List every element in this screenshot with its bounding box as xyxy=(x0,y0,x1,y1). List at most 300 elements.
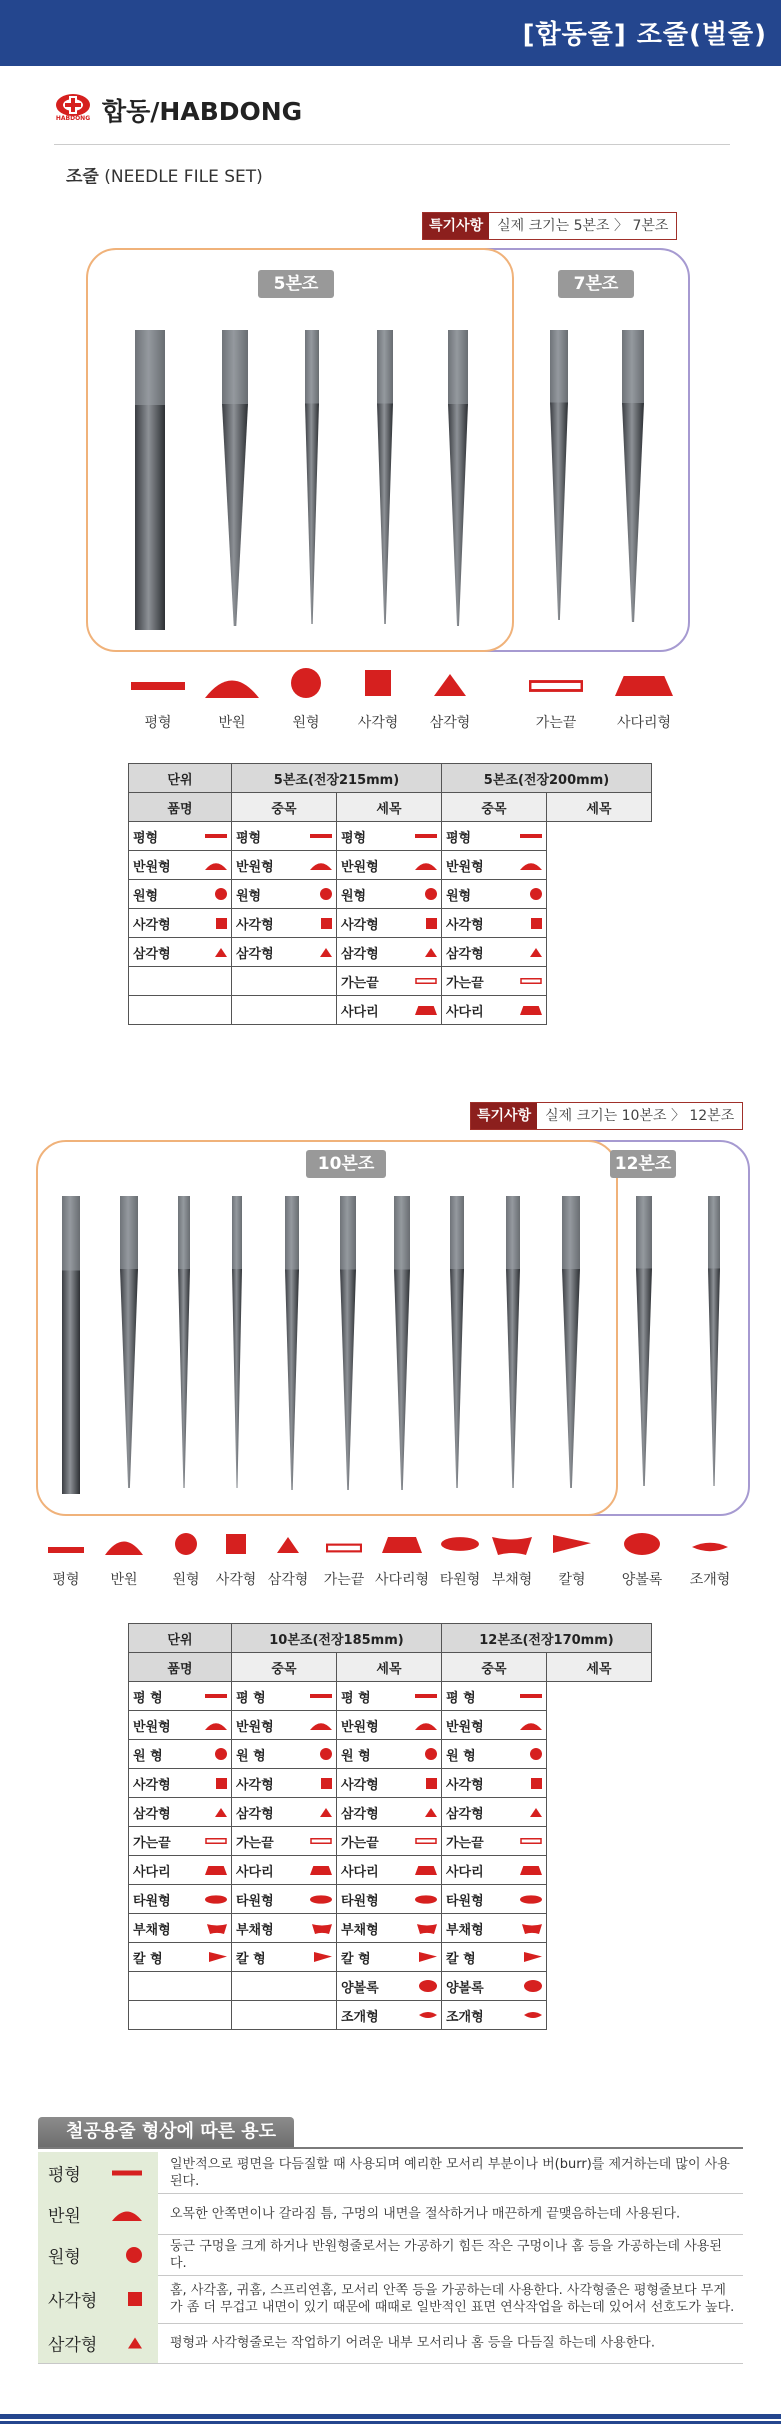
cell-label: 가는끝 xyxy=(340,975,379,991)
fan-icon xyxy=(207,1923,227,1934)
cell-label: 평 형 xyxy=(445,1690,476,1706)
needle-file-image xyxy=(285,1196,299,1490)
shape-label: 조개형 xyxy=(689,1572,731,1588)
note-box-1 xyxy=(422,212,677,240)
needle-file-image xyxy=(62,1196,80,1494)
table-cell xyxy=(231,1682,336,1711)
square-icon xyxy=(216,1778,227,1789)
needle-file-image xyxy=(562,1196,580,1488)
hollow-rect-icon xyxy=(205,1837,227,1845)
group-label-5: 5본조 xyxy=(258,270,334,298)
triangle-icon xyxy=(434,674,466,696)
half-round-icon xyxy=(112,2207,142,2221)
trapezoid-icon xyxy=(415,1006,437,1015)
cell-label: 반원형 xyxy=(133,859,171,875)
table-group-a: 5본조(전장215mm) xyxy=(231,764,441,793)
cell-label: 사다리 xyxy=(340,1004,379,1020)
rect-flat-icon xyxy=(415,1692,437,1700)
half-round-icon xyxy=(415,860,437,870)
table-cell xyxy=(441,996,546,1025)
cell-label: 가는끝 xyxy=(340,1835,379,1851)
table-cell xyxy=(231,1914,336,1943)
usage-description: 둥근 구멍을 크게 하거나 반원형줄로서는 가공하기 힘든 작은 구멍이나 홈 등을 가공하는데 사용된다. xyxy=(170,2238,722,2271)
cell-label: 부채형 xyxy=(235,1922,274,1938)
usage-name: 사각형 xyxy=(48,2291,98,2312)
cell-label: 사다리 xyxy=(340,1864,379,1880)
logo-caption: HABDONG xyxy=(55,115,91,122)
table-cell xyxy=(441,1740,546,1769)
cell-label: 사각형 xyxy=(133,917,171,933)
cell-label: 사각형 xyxy=(133,1777,171,1793)
table-cell xyxy=(231,1885,336,1914)
table-sub-mid: 중목 xyxy=(441,1653,546,1682)
needle-file-image xyxy=(450,1196,464,1488)
usage-row xyxy=(38,2234,743,2276)
table-cell xyxy=(441,822,546,851)
table-cell xyxy=(336,1798,441,1827)
cell-label: 가는끝 xyxy=(445,1835,484,1851)
square-icon xyxy=(321,1778,332,1789)
table-row xyxy=(129,1711,652,1740)
knife-icon xyxy=(419,1952,437,1962)
shape-label: 반원 xyxy=(218,715,246,731)
rect-flat-icon xyxy=(205,1692,227,1700)
cell-label: 평형 xyxy=(340,830,367,846)
square-icon xyxy=(216,918,227,929)
cell-label: 원형 xyxy=(445,888,472,904)
cell-label: 사각형 xyxy=(235,917,274,933)
table-cell xyxy=(336,1972,441,2001)
trapezoid-icon xyxy=(415,1866,437,1875)
table-cell xyxy=(336,996,441,1025)
cell-label: 가는끝 xyxy=(235,1835,274,1851)
shell-icon xyxy=(419,2010,437,2020)
table-row xyxy=(129,1682,652,1711)
table-sub-mid: 중목 xyxy=(231,1653,336,1682)
table-cell xyxy=(441,1798,546,1827)
cell-label: 칼 형 xyxy=(445,1951,476,1967)
table-cell xyxy=(231,1711,336,1740)
table-cell xyxy=(231,851,336,880)
cell-label: 타원형 xyxy=(235,1893,274,1909)
table-cell xyxy=(441,851,546,880)
cell-label: 타원형 xyxy=(133,1893,171,1909)
usage-name: 원형 xyxy=(48,2247,81,2267)
usage-category xyxy=(38,2323,158,2363)
table-cell xyxy=(441,1914,546,1943)
cell-label: 평 형 xyxy=(340,1690,371,1706)
circle-icon xyxy=(215,1748,227,1760)
cell-label: 사다리 xyxy=(445,1864,484,1880)
oval-icon xyxy=(520,1894,542,1905)
table-cell xyxy=(231,1798,336,1827)
table-cell xyxy=(336,822,441,851)
cell-label: 사다리 xyxy=(235,1864,274,1880)
cell-label: 사다리 xyxy=(133,1864,171,1880)
usage-category xyxy=(38,2234,158,2275)
usage-row xyxy=(38,2152,743,2194)
cell-label: 원형 xyxy=(340,888,367,904)
square-icon xyxy=(426,1778,437,1789)
square-icon xyxy=(426,918,437,929)
footer-bar-thin xyxy=(0,2421,781,2424)
table-row-label: 품명 xyxy=(129,793,232,822)
shape-legend-item xyxy=(226,1534,246,1558)
knife-icon xyxy=(209,1952,227,1962)
cell-label: 반원형 xyxy=(445,1719,484,1735)
cell-label: 사각형 xyxy=(235,1777,274,1793)
needle-file-image xyxy=(448,330,468,626)
shape-label: 양볼록 xyxy=(621,1572,663,1588)
cell-label: 사각형 xyxy=(445,1777,484,1793)
shape-label: 삼각형 xyxy=(267,1572,309,1588)
subtitle-rest: (NEEDLE FILE SET) xyxy=(104,167,263,187)
table-cell xyxy=(129,1740,232,1769)
knife-icon xyxy=(524,1952,542,1962)
needle-file-image xyxy=(232,1196,242,1488)
table-cell xyxy=(129,1856,232,1885)
table-cell xyxy=(441,1943,546,1972)
table-cell xyxy=(336,1856,441,1885)
table-row xyxy=(129,1798,652,1827)
circle-icon xyxy=(126,2247,142,2263)
brand-name: 합동/HABDONG xyxy=(102,97,303,126)
table-cell xyxy=(129,1885,232,1914)
note-box-2 xyxy=(470,1102,743,1130)
table-unit-header: 단위 xyxy=(129,764,232,793)
knife-icon xyxy=(314,1952,332,1962)
needle-file-image xyxy=(550,330,568,620)
triangle-icon xyxy=(128,2338,142,2349)
needle-file-image xyxy=(222,330,248,626)
needle-file-image xyxy=(708,1196,720,1486)
table-cell xyxy=(129,1682,232,1711)
fan-icon xyxy=(312,1923,332,1934)
table-cell xyxy=(129,938,232,967)
table-cell xyxy=(129,1914,232,1943)
cell-label: 원 형 xyxy=(235,1748,266,1764)
table-cell xyxy=(231,996,336,1025)
cell-label: 삼각형 xyxy=(235,946,274,962)
needle-file-image xyxy=(135,330,165,630)
cell-label: 부채형 xyxy=(133,1922,171,1938)
circle-icon xyxy=(320,1748,332,1760)
knife-icon xyxy=(553,1535,591,1553)
shape-label: 사각형 xyxy=(215,1572,257,1588)
table-row xyxy=(129,996,652,1025)
table-cell xyxy=(336,1914,441,1943)
half-round-icon xyxy=(205,672,259,698)
table-cell xyxy=(231,1827,336,1856)
shape-legend-item xyxy=(553,1535,591,1557)
table-cell xyxy=(336,1885,441,1914)
table-cell xyxy=(441,1856,546,1885)
rect-flat-icon xyxy=(131,678,185,694)
table-cell xyxy=(129,1711,232,1740)
cell-label: 반원형 xyxy=(340,859,379,875)
table-row xyxy=(129,967,652,996)
table-cell xyxy=(129,851,232,880)
cell-label: 조개형 xyxy=(445,2009,484,2025)
group-label-10: 10본조 xyxy=(306,1150,386,1178)
note-tag: 특기사항 xyxy=(471,1103,537,1129)
shape-legend-item xyxy=(492,1535,532,1559)
group-label-7: 7본조 xyxy=(558,270,634,298)
shape-label: 칼형 xyxy=(558,1572,586,1588)
rect-flat-icon xyxy=(310,832,332,840)
table-sub-mid: 중목 xyxy=(441,793,546,822)
table-cell xyxy=(336,938,441,967)
table-cell xyxy=(231,1769,336,1798)
half-round-icon xyxy=(415,1720,437,1730)
cell-label: 양볼록 xyxy=(445,1980,484,1996)
square-icon xyxy=(531,918,542,929)
table-cell xyxy=(441,1972,546,2001)
table-cell xyxy=(129,1798,232,1827)
usage-name: 삼각형 xyxy=(48,2335,98,2356)
usage-title: 철공용줄 형상에 따른 용도 xyxy=(38,2117,294,2147)
needle-file-image xyxy=(636,1196,652,1486)
rect-flat-icon xyxy=(415,832,437,840)
table-row xyxy=(129,1769,652,1798)
cell-label: 양볼록 xyxy=(340,1980,379,1996)
table-cell xyxy=(441,1711,546,1740)
table-cell xyxy=(336,851,441,880)
square-icon xyxy=(321,918,332,929)
circle-icon xyxy=(291,668,321,698)
table-cell xyxy=(231,2001,336,2030)
cell-label: 칼 형 xyxy=(133,1951,163,1967)
square-icon xyxy=(128,2292,142,2306)
cell-label: 반원형 xyxy=(235,859,274,875)
table-cell xyxy=(231,967,336,996)
cell-label: 평형 xyxy=(235,830,262,846)
table-cell xyxy=(441,938,546,967)
fan-icon xyxy=(492,1535,532,1555)
shape-legend-item xyxy=(365,670,391,700)
triangle-icon xyxy=(530,1808,542,1817)
needle-file-image xyxy=(120,1196,138,1488)
cell-label: 반원형 xyxy=(445,859,484,875)
trapezoid-icon xyxy=(615,676,673,696)
table-cell xyxy=(336,1711,441,1740)
circle-icon xyxy=(425,888,437,900)
table-group-a: 10본조(전장185mm) xyxy=(231,1624,441,1653)
table-row xyxy=(129,1885,652,1914)
table-cell xyxy=(129,1972,232,2001)
hollow-rect-icon xyxy=(415,1837,437,1845)
shape-legend-item xyxy=(434,674,466,700)
half-round-icon xyxy=(105,1535,143,1555)
circle-icon xyxy=(530,888,542,900)
cell-label: 삼각형 xyxy=(235,1806,274,1822)
square-icon xyxy=(531,1778,542,1789)
table-cell xyxy=(129,2001,232,2030)
table-cell xyxy=(336,967,441,996)
table-cell xyxy=(441,1769,546,1798)
table-cell xyxy=(129,880,232,909)
needle-file-image xyxy=(622,330,644,622)
cell-label: 평형 xyxy=(445,830,472,846)
needle-file-image xyxy=(377,330,393,624)
lens-icon xyxy=(419,1980,437,1992)
spec-table-1 xyxy=(128,763,652,1025)
cell-label: 사다리 xyxy=(445,1004,484,1020)
rect-flat-icon xyxy=(520,832,542,840)
table-row xyxy=(129,1740,652,1769)
cell-label: 사각형 xyxy=(340,1777,379,1793)
cell-label: 평형 xyxy=(133,830,159,846)
cell-label: 삼각형 xyxy=(340,1806,379,1822)
usage-name: 평형 xyxy=(48,2165,81,2185)
fan-icon xyxy=(417,1923,437,1934)
divider xyxy=(54,144,730,145)
cell-label: 삼각형 xyxy=(445,1806,484,1822)
needle-file-image xyxy=(340,1196,356,1490)
table-cell xyxy=(336,1769,441,1798)
half-round-icon xyxy=(205,860,227,870)
product-subtitle xyxy=(66,162,263,187)
shape-legend-item xyxy=(692,1539,728,1558)
circle-icon xyxy=(175,1533,197,1555)
cell-label: 사각형 xyxy=(340,917,379,933)
table-cell xyxy=(441,967,546,996)
table-sub-fine: 세목 xyxy=(546,1653,651,1682)
cell-label: 칼 형 xyxy=(340,1951,371,1967)
cell-label: 칼 형 xyxy=(235,1951,266,1967)
page-title: [합동줄] 조줄(벌줄) xyxy=(522,20,767,50)
usage-description: 평형과 사각형줄로는 작업하기 어려운 내부 모서리나 홈 등을 다듬질 하는데 사용한다. xyxy=(170,2335,655,2351)
cell-label: 부채형 xyxy=(340,1922,379,1938)
table-group-b: 5본조(전장200mm) xyxy=(441,764,651,793)
table-row xyxy=(129,1856,652,1885)
cell-label: 원 형 xyxy=(445,1748,476,1764)
table-cell xyxy=(441,1682,546,1711)
oval-icon xyxy=(441,1535,479,1553)
cell-label: 가는끝 xyxy=(445,975,484,991)
shape-label: 가는끝 xyxy=(323,1572,365,1588)
table-cell xyxy=(441,880,546,909)
needle-file-image xyxy=(394,1196,410,1490)
table-cell xyxy=(231,1856,336,1885)
triangle-icon xyxy=(320,948,332,957)
cell-label: 삼각형 xyxy=(445,946,484,962)
trapezoid-icon xyxy=(205,1866,227,1875)
table-cell xyxy=(129,996,232,1025)
oval-icon xyxy=(205,1894,227,1905)
shape-label: 타원형 xyxy=(439,1572,481,1588)
shape-legend-item xyxy=(291,668,321,702)
note-tag: 특기사항 xyxy=(423,213,489,239)
cell-label: 원형 xyxy=(235,888,262,904)
group-label-12: 12본조 xyxy=(610,1150,676,1178)
half-round-icon xyxy=(520,1720,542,1730)
table-cell xyxy=(129,1943,232,1972)
hollow-rect-icon xyxy=(529,678,583,694)
table-cell xyxy=(129,822,232,851)
half-round-icon xyxy=(310,860,332,870)
table-cell xyxy=(336,1943,441,1972)
shape-legend-item xyxy=(326,1539,362,1558)
fan-icon xyxy=(522,1923,542,1934)
cell-label: 삼각형 xyxy=(133,1806,171,1822)
table-sub-fine: 세목 xyxy=(336,793,441,822)
triangle-icon xyxy=(215,1808,227,1817)
rect-flat-icon xyxy=(520,1692,542,1700)
triangle-icon xyxy=(277,1537,299,1553)
triangle-icon xyxy=(425,948,437,957)
table-row xyxy=(129,880,652,909)
hollow-rect-icon xyxy=(520,977,542,985)
table-cell xyxy=(231,1740,336,1769)
shape-legend-item xyxy=(175,1533,197,1559)
trapezoid-icon xyxy=(310,1866,332,1875)
cell-label: 가는끝 xyxy=(133,1835,171,1851)
usage-category xyxy=(38,2193,158,2234)
trapezoid-icon xyxy=(382,1537,422,1553)
rect-flat-icon xyxy=(205,832,227,840)
spec-table-2 xyxy=(128,1623,652,2030)
triangle-icon xyxy=(215,948,227,957)
usage-row xyxy=(38,2275,743,2324)
table-cell xyxy=(336,1740,441,1769)
cell-label: 원 형 xyxy=(133,1748,163,1764)
table-cell xyxy=(231,880,336,909)
shape-legend-item xyxy=(277,1537,299,1557)
usage-category xyxy=(38,2275,158,2323)
triangle-icon xyxy=(320,1808,332,1817)
shell-icon xyxy=(692,1540,728,1554)
shape-label: 삼각형 xyxy=(429,715,471,731)
table-cell xyxy=(129,1827,232,1856)
usage-category xyxy=(38,2152,158,2193)
note-text: 실제 크기는 10본조 〉 12본조 xyxy=(545,1108,735,1124)
shell-icon xyxy=(524,2010,542,2020)
half-round-icon xyxy=(310,1720,332,1730)
table-row xyxy=(129,1972,652,2001)
shape-label: 사다리형 xyxy=(374,1572,430,1588)
table-sub-fine: 세목 xyxy=(336,1653,441,1682)
table-cell xyxy=(129,909,232,938)
table-cell xyxy=(336,909,441,938)
cell-label: 원형 xyxy=(133,888,159,904)
shape-label: 평형 xyxy=(52,1572,80,1588)
table-cell xyxy=(441,2001,546,2030)
trapezoid-icon xyxy=(520,1866,542,1875)
cell-label: 삼각형 xyxy=(133,946,171,962)
usage-row xyxy=(38,2193,743,2235)
shape-label: 부채형 xyxy=(491,1572,533,1588)
note-text: 실제 크기는 5본조 〉 7본조 xyxy=(497,218,669,234)
usage-row xyxy=(38,2323,743,2364)
table-cell xyxy=(336,1827,441,1856)
cell-label: 사각형 xyxy=(445,917,484,933)
header-bar xyxy=(0,0,781,66)
cell-label: 평 형 xyxy=(235,1690,266,1706)
table-cell xyxy=(129,1769,232,1798)
table-cell xyxy=(441,1885,546,1914)
needle-file-image xyxy=(305,330,319,624)
circle-icon xyxy=(215,888,227,900)
triangle-icon xyxy=(530,948,542,957)
table-sub-fine: 세목 xyxy=(546,793,651,822)
usage-description: 오목한 안쪽면이나 갈라짐 틈, 구멍의 내면을 절삭하거나 매끈하게 끝맺음하는데 사용된다. xyxy=(170,2206,681,2221)
cell-label: 평 형 xyxy=(133,1690,163,1706)
table-cell xyxy=(231,822,336,851)
table-cell xyxy=(231,1972,336,2001)
table-cell xyxy=(441,1827,546,1856)
cell-label: 반원형 xyxy=(340,1719,379,1735)
